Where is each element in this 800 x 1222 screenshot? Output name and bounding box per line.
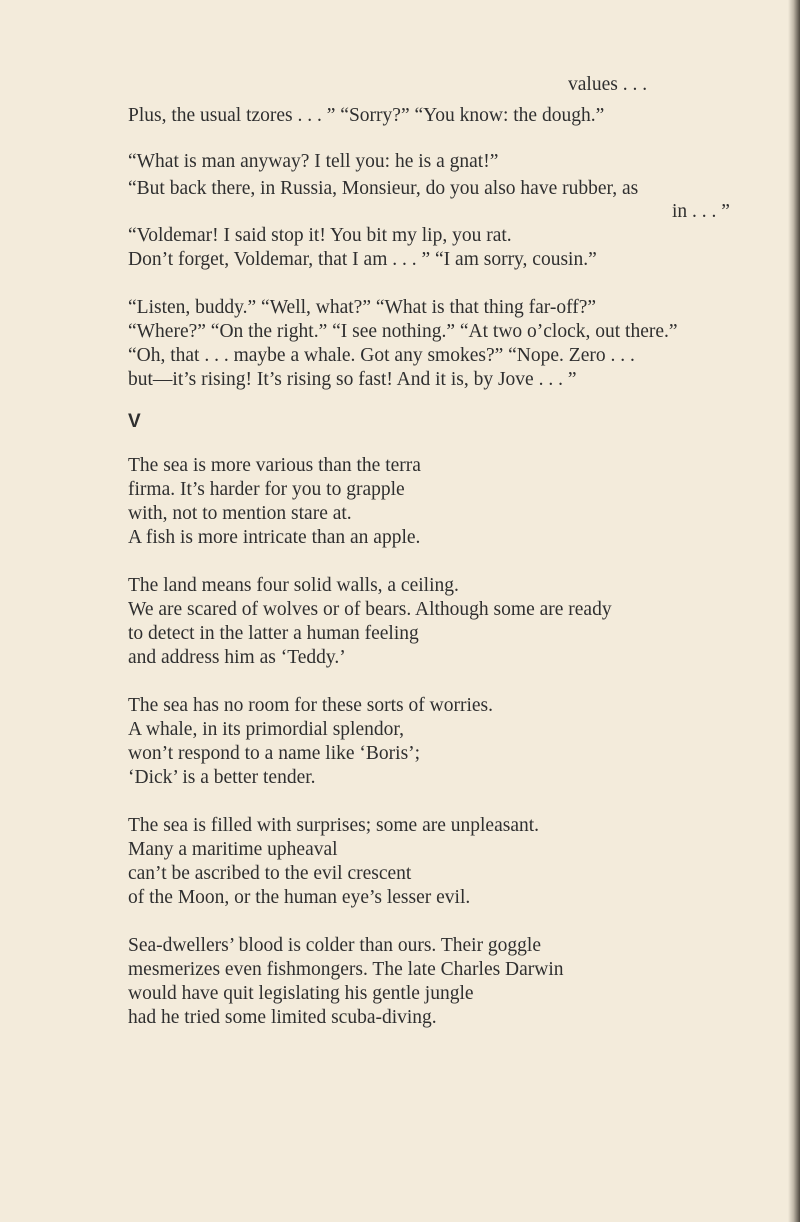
text-line: Plus, the usual tzores . . . ” “Sorry?” “You know: the dough.”	[128, 105, 605, 126]
text-line: but—it’s rising! It’s rising so fast! And it is, by Jove . . . ”	[128, 369, 577, 390]
text-line: “What is man anyway? I tell you: he is a gnat!”	[128, 151, 499, 172]
text-line: “Listen, buddy.” “Well, what?” “What is that thing far-off?”	[128, 297, 597, 318]
text-line: “But back there, in Russia, Monsieur, do you also have rubber, as	[128, 178, 639, 199]
text-line: A fish is more intricate than an apple.	[128, 527, 421, 548]
text-line: A whale, in its primordial splendor,	[128, 719, 404, 740]
text-line: The sea has no room for these sorts of worries.	[128, 695, 493, 716]
text-line: The sea is more various than the terra	[128, 455, 421, 476]
section-heading: V	[128, 411, 141, 432]
text-line: with, not to mention stare at.	[128, 503, 352, 524]
text-line: won’t respond to a name like ‘Boris’;	[128, 743, 421, 764]
text-line: to detect in the latter a human feeling	[128, 623, 419, 644]
page-edge-shadow	[788, 0, 800, 1222]
text-line: in . . . ”	[672, 201, 730, 222]
text-line: “Oh, that . . . maybe a whale. Got any smokes?” “Nope. Zero . . .	[128, 345, 635, 366]
text-line: values . . .	[568, 74, 648, 95]
text-line: and address him as ‘Teddy.’	[128, 647, 346, 668]
text-line: ‘Dick’ is a better tender.	[128, 767, 316, 788]
text-line: of the Moon, or the human eye’s lesser evil.	[128, 887, 471, 908]
text-line: We are scared of wolves or of bears. Although some are ready	[128, 599, 612, 620]
text-line: mesmerizes even fishmongers. The late Charles Darwin	[128, 959, 564, 980]
text-line: Many a maritime upheaval	[128, 839, 338, 860]
text-line: Sea-dwellers’ blood is colder than ours. Their goggle	[128, 935, 542, 956]
text-line: The land means four solid walls, a ceiling.	[128, 575, 459, 596]
text-line: “Voldemar! I said stop it! You bit my lip, you rat.	[128, 225, 512, 246]
text-line: would have quit legislating his gentle jungle	[128, 983, 474, 1004]
text-line: The sea is filled with surprises; some are unpleasant.	[128, 815, 540, 836]
text-line: firma. It’s harder for you to grapple	[128, 479, 405, 500]
text-line: had he tried some limited scuba-diving.	[128, 1007, 437, 1028]
text-line: can’t be ascribed to the evil crescent	[128, 863, 412, 884]
text-line: “Where?” “On the right.” “I see nothing.” “At two o’clock, out there.”	[128, 321, 678, 342]
text-line: Don’t forget, Voldemar, that I am . . . ” “I am sorry, cousin.”	[128, 249, 597, 270]
